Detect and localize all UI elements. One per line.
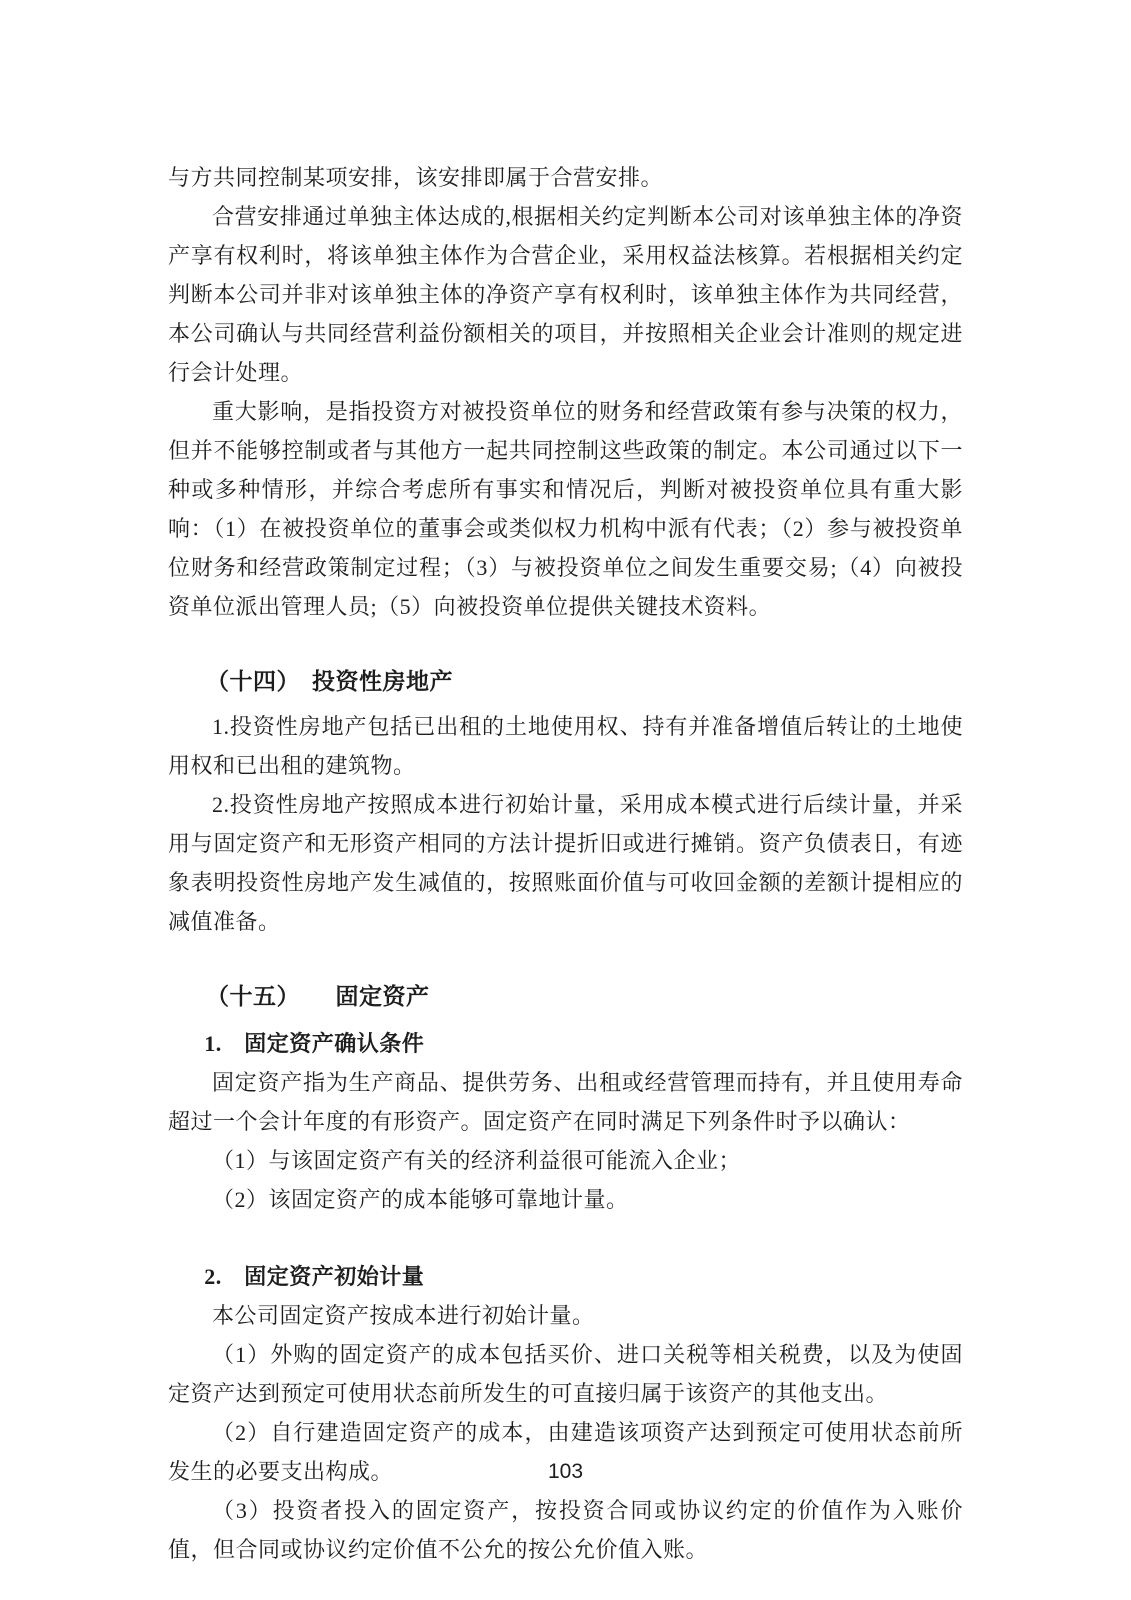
- list-item-recognition-2: （2）该固定资产的成本能够可靠地计量。: [212, 1187, 629, 1212]
- subsection-heading-recognition-criteria: 1. 固定资产确认条件: [204, 1031, 425, 1056]
- list-item-purchased-assets: （1）外购的固定资产的成本包括买价、进口关税等相关税费，以及为使固定资产达到预定可使用状态前所发生的可直接归属于该资产的其他支出。: [168, 1342, 963, 1406]
- paragraph-investment-property-measurement: 2.投资性房地产按照成本进行初始计量，采用成本模式进行后续计量，并采用与固定资产和无形资产相同的方法计提折旧或进行摊销。资产负债表日，有迹象表明投资性房地产发生减值的，按照账面价值与可收回金额的差额计提相应的减值准备。: [168, 792, 963, 934]
- subsection-heading-initial-measurement: 2. 固定资产初始计量: [204, 1264, 425, 1289]
- document-body: [168, 158, 963, 1569]
- paragraph-investment-property-scope: 1.投资性房地产包括已出租的土地使用权、持有并准备增值后转让的土地使用权和已出租的建筑物。: [168, 714, 963, 778]
- paragraph-significant-influence: 重大影响，是指投资方对被投资单位的财务和经营政策有参与决策的权力，但并不能够控制或者与其他方一起共同控制这些政策的制定。本公司通过以下一种或多种情形，并综合考虑所有事实和情况后，判断对被投资单位具有重大影响：（1）在被投资单位的董事会或类似权力机构中派有代表；（2）参与被投资单位财务和经营政策制定过程；（3）与被投资单位之间发生重要交易;（4）向被投资单位派出管理人员;（5）向被投资单位提供关键技术资料。: [168, 399, 963, 619]
- list-item-recognition-1: （1）与该固定资产有关的经济利益很可能流入企业；: [212, 1148, 742, 1173]
- paragraph-joint-arrangement-separate-entity: 合营安排通过单独主体达成的,根据相关约定判断本公司对该单独主体的净资产享有权利时，将该单独主体作为合营企业，采用权益法核算。若根据相关约定判断本公司并非对该单独主体的净资产享有权利时，该单独主体作为共同经营，本公司确认与共同经营利益份额相关的项目，并按照相关企业会计准则的规定进行会计处理。: [168, 204, 963, 385]
- section-heading-15-fixed-assets: （十五） 固定资产: [205, 984, 430, 1009]
- paragraph-fixed-asset-definition: 固定资产指为生产商品、提供劳务、出租或经营管理而持有，并且使用寿命超过一个会计年度的有形资产。固定资产在同时满足下列条件时予以确认：: [168, 1070, 963, 1134]
- paragraph-initial-measurement-basis: 本公司固定资产按成本进行初始计量。: [212, 1303, 595, 1328]
- list-item-investor-contributed-assets: （3）投资者投入的固定资产，按投资合同或协议约定的价值作为入账价值，但合同或协议约定价值不公允的按公允价值入账。: [168, 1498, 963, 1562]
- page-number: 103: [547, 1460, 584, 1483]
- paragraph-joint-arrangement-continuation: 与方共同控制某项安排，该安排即属于合营安排。: [168, 165, 664, 190]
- list-item-self-constructed-assets: （2）自行建造固定资产的成本，由建造该项资产达到预定可使用状态前所发生的必要支出构成。: [168, 1420, 963, 1484]
- section-heading-14-investment-property: （十四） 投资性房地产: [205, 669, 453, 694]
